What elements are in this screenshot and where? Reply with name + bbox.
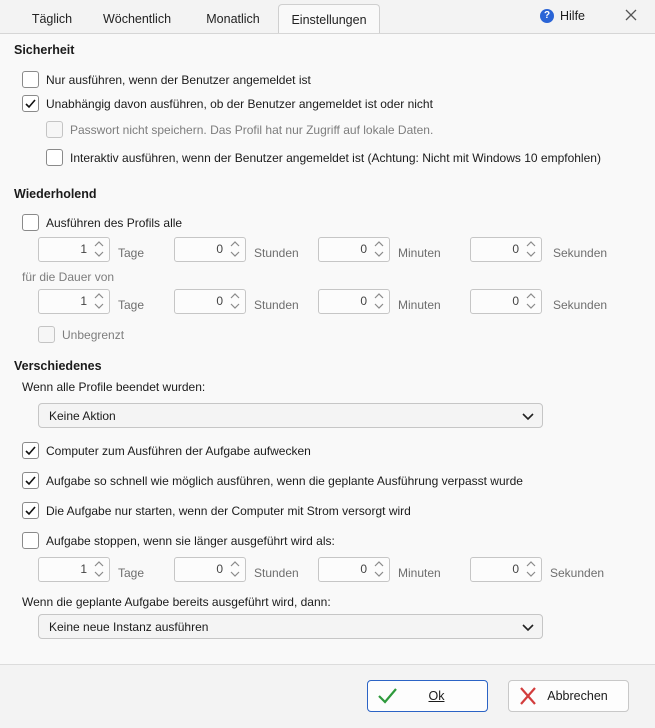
stop-seconds-spinner[interactable]	[470, 557, 542, 582]
checkbox-box[interactable]	[38, 326, 55, 343]
unit-seconds-label: Sekunden	[550, 566, 605, 580]
spinner-value: 0	[512, 562, 519, 576]
spinner-arrows-icon[interactable]	[372, 559, 386, 580]
spinner-value: 0	[216, 562, 223, 576]
duration-minutes-spinner[interactable]	[318, 289, 390, 314]
unit-minutes-label: Minuten	[398, 566, 441, 580]
tab-daily[interactable]: Täglich	[31, 12, 73, 26]
spinner-arrows-icon[interactable]	[524, 291, 538, 312]
spinner-arrows-icon[interactable]	[228, 291, 242, 312]
spinner-value: 0	[216, 294, 223, 308]
checkbox-box[interactable]	[22, 442, 39, 459]
unit-days-label: Tage	[118, 246, 145, 260]
checkmark-icon	[24, 474, 37, 487]
spinner-value: 0	[360, 294, 367, 308]
checkbox-box[interactable]	[46, 149, 63, 166]
after-all-profiles-dropdown[interactable]	[38, 403, 543, 428]
checkbox-box[interactable]	[22, 502, 39, 519]
checkbox-label: Aufgabe stoppen, wenn sie länger ausgeführt wird als:	[46, 533, 335, 548]
cancel-button-label: Abbrechen	[547, 689, 608, 703]
section-repeat-title: Wiederholend	[14, 187, 97, 201]
spinner-value: 1	[80, 562, 87, 576]
tab-monthly[interactable]: Monatlich	[206, 12, 260, 26]
checkbox-label: Aufgabe so schnell wie möglich ausführen, wenn die geplante Ausführung verpasst wurde	[46, 473, 523, 488]
checkbox-label: Ausführen des Profils alle	[46, 215, 183, 230]
spinner-arrows-icon[interactable]	[524, 559, 538, 580]
ok-button-label: Ok	[428, 689, 445, 703]
checkbox-label: Interaktiv ausführen, wenn der Benutzer angemeldet ist (Achtung: Nicht mit Windows 10 empfohlen)	[70, 150, 601, 165]
duration-seconds-spinner[interactable]	[470, 289, 542, 314]
duration-hours-spinner[interactable]	[174, 289, 246, 314]
question-circle-icon: ?	[540, 9, 554, 23]
checkbox-label: Die Aufgabe nur starten, wenn der Computer mit Strom versorgt wird	[46, 503, 411, 518]
spinner-arrows-icon[interactable]	[228, 239, 242, 260]
checkmark-icon	[24, 504, 37, 517]
checkmark-icon	[24, 97, 37, 110]
only-logged-in-checkbox[interactable]	[22, 71, 311, 88]
ac-power-checkbox[interactable]	[22, 502, 411, 519]
unlimited-checkbox[interactable]	[38, 326, 124, 343]
stop-task-checkbox[interactable]	[22, 532, 335, 549]
spinner-value: 0	[512, 294, 519, 308]
spinner-value: 0	[512, 242, 519, 256]
unit-hours-label: Stunden	[254, 246, 299, 260]
unit-days-label: Tage	[118, 298, 145, 312]
tab-weekly[interactable]: Wöchentlich	[102, 12, 172, 26]
spinner-arrows-icon[interactable]	[92, 239, 106, 260]
help-label: Hilfe	[560, 9, 586, 23]
stop-minutes-spinner[interactable]	[318, 557, 390, 582]
interval-days-spinner[interactable]	[38, 237, 110, 262]
duration-days-spinner[interactable]	[38, 289, 110, 314]
ok-button[interactable]	[367, 680, 488, 712]
spinner-value: 1	[80, 242, 87, 256]
unit-minutes-label: Minuten	[398, 246, 441, 260]
checkbox-box[interactable]	[46, 121, 63, 138]
checkbox-label: Computer zum Ausführen der Aufgabe aufwecken	[46, 443, 311, 458]
interval-seconds-spinner[interactable]	[470, 237, 542, 262]
run-every-checkbox[interactable]	[22, 214, 182, 231]
spinner-arrows-icon[interactable]	[92, 291, 106, 312]
chevron-down-icon	[522, 411, 534, 421]
dropdown-value: Keine neue Instanz ausführen	[49, 620, 209, 634]
spinner-value: 0	[216, 242, 223, 256]
unit-seconds-label: Sekunden	[553, 298, 608, 312]
no-password-checkbox[interactable]	[46, 121, 433, 138]
run-asap-checkbox[interactable]	[22, 472, 523, 489]
section-misc-title: Verschiedenes	[14, 359, 102, 373]
checkbox-box[interactable]	[22, 71, 39, 88]
duration-label: für die Dauer von	[22, 270, 115, 284]
cancel-button[interactable]	[508, 680, 629, 712]
chevron-down-icon	[522, 622, 534, 632]
spinner-value: 0	[360, 242, 367, 256]
spinner-value: 1	[80, 294, 87, 308]
checkbox-box[interactable]	[22, 214, 39, 231]
unit-hours-label: Stunden	[254, 566, 299, 580]
interval-hours-spinner[interactable]	[174, 237, 246, 262]
checkbox-box[interactable]	[22, 532, 39, 549]
tab-bar	[0, 0, 655, 36]
checkbox-box[interactable]	[22, 95, 39, 112]
tab-settings[interactable]: Einstellungen	[278, 4, 380, 35]
spinner-arrows-icon[interactable]	[372, 291, 386, 312]
unit-minutes-label: Minuten	[398, 298, 441, 312]
checkbox-label: Nur ausführen, wenn der Benutzer angemeldet ist	[46, 72, 311, 87]
dropdown-value: Keine Aktion	[49, 409, 116, 423]
checkbox-label: Passwort nicht speichern. Das Profil hat nur Zugriff auf lokale Daten.	[70, 122, 434, 137]
unit-seconds-label: Sekunden	[553, 246, 608, 260]
checkmark-icon	[24, 444, 37, 457]
run-regardless-checkbox[interactable]	[22, 95, 433, 112]
unit-hours-label: Stunden	[254, 298, 299, 312]
interval-minutes-spinner[interactable]	[318, 237, 390, 262]
spinner-value: 0	[360, 562, 367, 576]
help-button[interactable]	[540, 9, 585, 23]
stop-hours-spinner[interactable]	[174, 557, 246, 582]
spinner-arrows-icon[interactable]	[524, 239, 538, 260]
section-security-title: Sicherheit	[14, 43, 75, 57]
already-running-dropdown[interactable]	[38, 614, 543, 639]
unit-days-label: Tage	[118, 566, 145, 580]
interactive-checkbox[interactable]	[46, 149, 601, 166]
checkbox-box[interactable]	[22, 472, 39, 489]
wake-computer-checkbox[interactable]	[22, 442, 311, 459]
spinner-arrows-icon[interactable]	[228, 559, 242, 580]
spinner-arrows-icon[interactable]	[372, 239, 386, 260]
checkbox-label: Unabhängig davon ausführen, ob der Benutzer angemeldet ist oder nicht	[46, 96, 433, 111]
already-running-label: Wenn die geplante Aufgabe bereits ausgeführt wird, dann:	[22, 595, 331, 609]
close-icon[interactable]	[622, 6, 640, 26]
stop-days-spinner[interactable]	[38, 557, 110, 582]
after-all-profiles-label: Wenn alle Profile beendet wurden:	[22, 380, 206, 394]
spinner-arrows-icon[interactable]	[92, 559, 106, 580]
checkbox-label: Unbegrenzt	[62, 327, 125, 342]
